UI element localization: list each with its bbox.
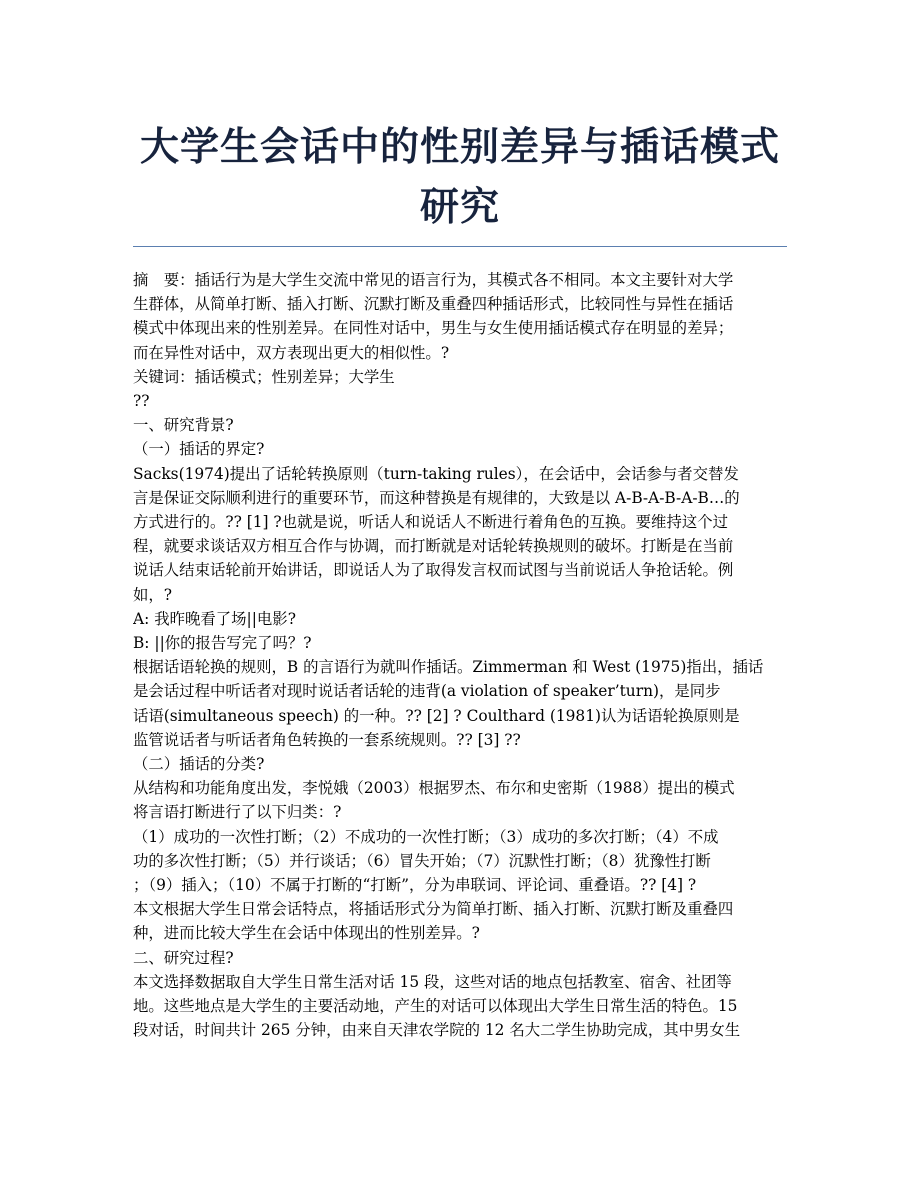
text-line: 说话人结束话轮前开始讲话，即说话人为了取得发言权而试图与当前说话人争抢话轮。例: [133, 561, 734, 580]
title-divider: [133, 246, 787, 247]
text-line: 监管说话者与听话者角色转换的一套系统规则。?? [3] ??: [133, 730, 521, 749]
subsection-heading: （一）插话的界定?: [133, 440, 265, 459]
text-line: 将言语打断进行了以下归类：?: [133, 803, 342, 822]
dialogue-line: B: ||你的报告写完了吗？?: [133, 634, 312, 653]
text-line: 言是保证交际顺利进行的重要环节，而这种替换是有规律的，大致是以 A-B-A-B-A-B…的: [133, 488, 740, 507]
text-line: 段对话，时间共计 265 分钟，由来自天津农学院的 12 名大二学生协助完成，其中男女生: [133, 1021, 741, 1040]
text-line: 种，进而比较大学生在会话中体现出的性别差异。?: [133, 924, 480, 943]
text-line: 功的多次性打断；（5）并行谈话；（6）冒失开始；（7）沉默性打断；（8）犹豫性打断: [133, 851, 711, 870]
dialogue-line: A: 我昨晚看了场||电影?: [133, 609, 296, 628]
text-line: ??: [133, 392, 150, 411]
keywords-line: 关键词：插话模式；性别差异；大学生: [133, 367, 395, 386]
section-heading: 一、研究背景?: [133, 416, 234, 435]
text-line: 模式中体现出来的性别差异。在同性对话中，男生与女生使用插话模式存在明显的差异；: [133, 319, 734, 338]
text-line: 从结构和功能角度出发，李悦娥（2003）根据罗杰、布尔和史密斯（1988）提出的模式: [133, 779, 735, 798]
text-line: 根据话语轮换的规则，B 的言语行为就叫作插话。Zimmerman 和 West (1975)指出，插话: [133, 658, 764, 677]
text-line: 摘 要：插话行为是大学生交流中常见的语言行为，其模式各不相同。本文主要针对大学: [133, 271, 734, 289]
text-line: 本文根据大学生日常会话特点，将插话形式分为简单打断、插入打断、沉默打断及重叠四: [133, 900, 734, 919]
subsection-heading: （二）插话的分类?: [133, 755, 265, 774]
text-line: 本文选择数据取自大学生日常生活对话 15 段，这些对话的地点包括教室、宿舍、社团等: [133, 972, 732, 991]
text-line: 地。这些地点是大学生的主要活动地，产生的对话可以体现出大学生日常生活的特色。15: [133, 997, 738, 1016]
text-line: 话语(simultaneous speech) 的一种。?? [2] ? Coulthard (1981)认为话语轮换原则是: [133, 706, 740, 725]
text-line: 生群体，从简单打断、插入打断、沉默打断及重叠四种插话形式，比较同性与异性在插话: [133, 295, 734, 314]
text-line: 程，就要求谈话双方相互合作与协调，而打断就是对话轮转换规则的破坏。打断是在当前: [133, 537, 734, 556]
text-line: ；（9）插入；（10）不属于打断的“打断”，分为串联词、评论词、重叠语。?? [4] ?: [133, 876, 697, 895]
section-heading: 二、研究过程?: [133, 948, 234, 967]
text-line: Sacks(1974)提出了话轮转换原则（turn-taking rules），在会话中，会话参与者交替发: [133, 464, 739, 483]
text-line: 而在异性对话中，双方表现出更大的相似性。?: [133, 343, 450, 362]
text-line: 如，?: [133, 585, 173, 604]
text-line: （1）成功的一次性打断；（2）不成功的一次性打断；（3）成功的多次打断；（4）不成: [133, 827, 719, 846]
document-title: 大学生会话中的性别差异与插话模式研究: [139, 125, 780, 230]
text-line: 是会话过程中听话者对现时说话者话轮的违背(a violation of speaker’turn)，是同步: [133, 682, 721, 701]
text-line: 方式进行的。?? [1] ?也就是说，听话人和说话人不断进行着角色的互换。要维持这个过: [133, 513, 729, 532]
document-body: [133, 268, 787, 1043]
